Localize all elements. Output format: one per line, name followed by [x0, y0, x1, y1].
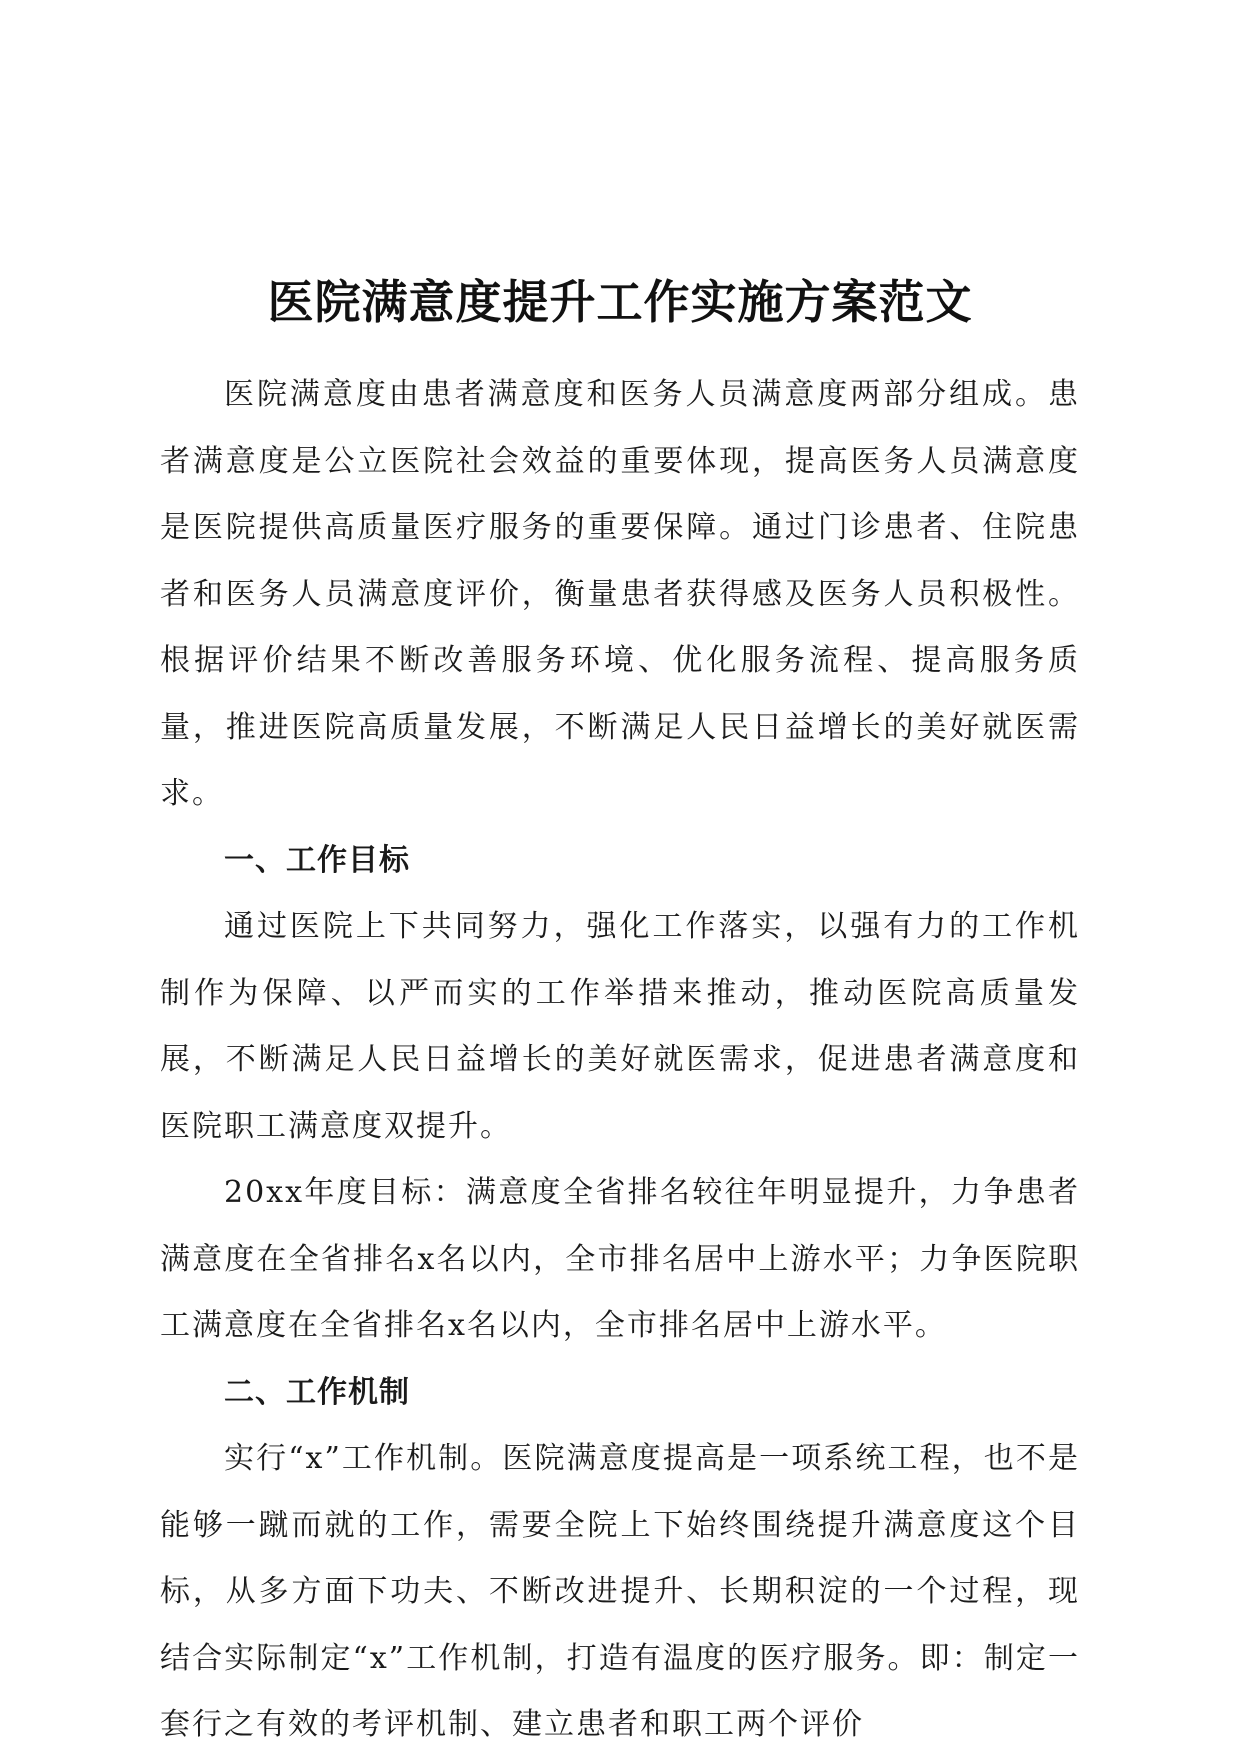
section-heading-mechanism: 二、工作机制 — [224, 1374, 410, 1410]
mechanism-paragraph-1: 实行“x”工作机制。医院满意度提高是一项系统工程，也不是能够一蹴而就的工作，需要全院上下始终围绕提升满意度这个目标，从多方面下功夫、不断改进提升、长期积淀的一个过程，现结合实际制定“x”工作机制，打造有温度的医疗服务。即：制定一套行之有效的考评机制、建立患者和职工两个评价 — [160, 1441, 1080, 1742]
section-heading-goals: 一、工作目标 — [224, 842, 410, 878]
document-title: 医院满意度提升工作实施方案范文 — [267, 275, 973, 329]
intro-paragraph: 医院满意度由患者满意度和医务人员满意度两部分组成。患者满意度是公立医院社会效益的重要体现，提高医务人员满意度是医院提供高质量医疗服务的重要保障。通过门诊患者、住院患者和医务人员满意度评价，衡量患者获得感及医务人员积极性。根据评价结果不断改善服务环境、优化服务流程、提高服务质量，推进医院高质量发展，不断满足人民日益增长的美好就医需求。 — [160, 377, 1080, 811]
goals-paragraph-2: 20xx年度目标：满意度全省排名较往年明显提升，力争患者满意度在全省排名x名以内，全市排名居中上游水平；力争医院职工满意度在全省排名x名以内，全市排名居中上游水平。 — [160, 1175, 1080, 1343]
goals-paragraph-1: 通过医院上下共同努力，强化工作落实，以强有力的工作机制作为保障、以严而实的工作举措来推动，推动医院高质量发展，不断满足人民日益增长的美好就医需求，促进患者满意度和医院职工满意度双提升。 — [160, 909, 1080, 1144]
document-body — [160, 362, 1080, 1759]
